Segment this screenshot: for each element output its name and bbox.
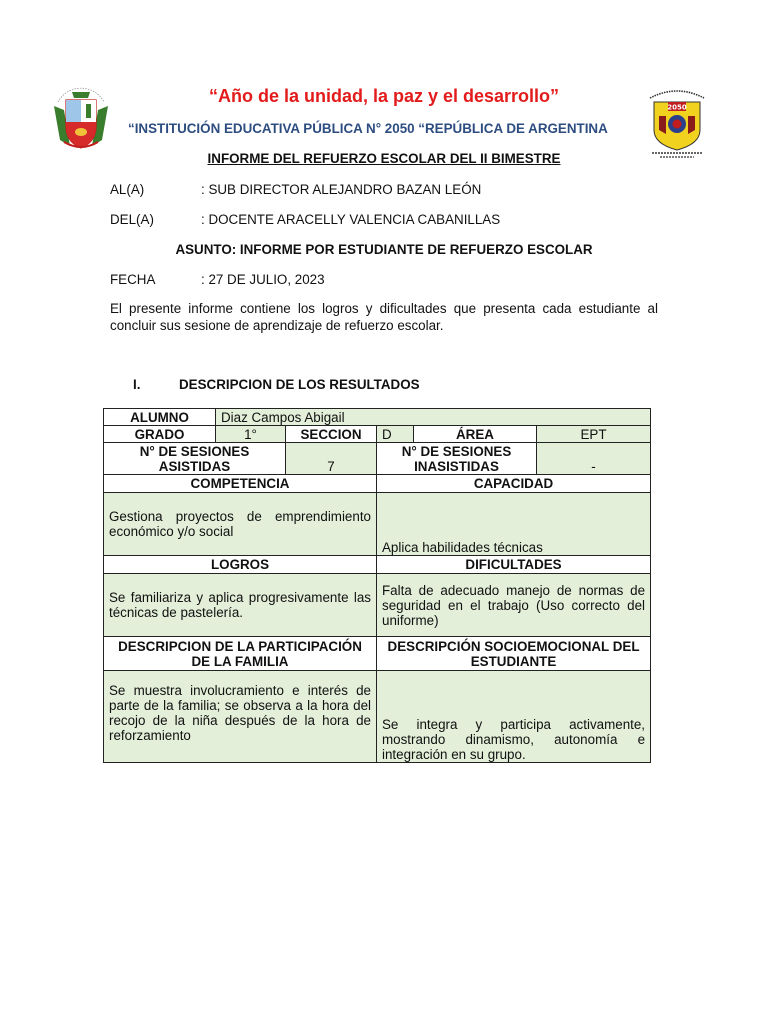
competencia-label: COMPETENCIA	[104, 475, 377, 493]
familia-label: DESCRIPCION DE LA PARTICIPACIÓN DE LA FAMILIA	[104, 637, 377, 671]
alumno-label: ALUMNO	[104, 409, 216, 426]
date-value: : 27 DE JULIO, 2023	[201, 272, 325, 287]
to-value: : SUB DIRECTOR ALEJANDRO BAZAN LEÓN	[201, 182, 482, 197]
intro-paragraph: El presente informe contiene los logros y dificultades que presenta cada estudiante al concluir sus sesione de aprendizaje de refuerzo escolar.	[110, 301, 658, 333]
inasistidas-label: N° DE SESIONES INASISTIDAS	[377, 443, 537, 475]
familia-value: Se muestra involucramiento e interés de parte de la familia; se observa a la hora del recojo de la niña después de la hora de reforzamiento	[104, 671, 377, 763]
section-title: DESCRIPCION DE LOS RESULTADOS	[179, 377, 420, 392]
seccion-value: D	[377, 426, 414, 443]
from-value: : DOCENTE ARACELLY VALENCIA CABANILLAS	[201, 212, 501, 227]
logros-label: LOGROS	[104, 556, 377, 574]
area-label: ÁREA	[414, 426, 537, 443]
capacidad-value: Aplica habilidades técnicas	[377, 493, 651, 556]
capacidad-label: CAPACIDAD	[377, 475, 651, 493]
socio-value: Se integra y participa activamente, mostrando dinamismo, autonomía e integración en su grupo.	[377, 671, 651, 763]
grado-label: GRADO	[104, 426, 216, 443]
date-label: FECHA	[110, 272, 156, 287]
socio-label: DESCRIPCIÓN SOCIOEMOCIONAL DEL ESTUDIANTE	[377, 637, 651, 671]
asistidas-value: 7	[286, 443, 377, 475]
svg-text:2050: 2050	[667, 103, 687, 112]
area-value: EPT	[537, 426, 651, 443]
inasistidas-value: -	[537, 443, 651, 475]
report-title: INFORME DEL REFUERZO ESCOLAR DEL II BIMESTRE	[207, 151, 561, 166]
from-label: DEL(A)	[110, 212, 154, 227]
year-motto: “Año de la unidad, la paz y el desarrollo”	[208, 86, 560, 106]
dificultades-value: Falta de adecuado manejo de normas de seguridad en el trabajo (Uso correcto del uniforme)	[377, 574, 651, 637]
seccion-label: SECCION	[286, 426, 377, 443]
asistidas-label: N° DE SESIONES ASISTIDAS	[104, 443, 286, 475]
dificultades-label: DIFICULTADES	[377, 556, 651, 574]
section-number: I.	[133, 377, 141, 392]
to-label: AL(A)	[110, 182, 145, 197]
alumno-value: Diaz Campos Abigail	[216, 409, 651, 426]
institution-name: “INSTITUCIÓN EDUCATIVA PÚBLICA N° 2050 “REPÚBLICA DE ARGENTINA	[128, 121, 608, 136]
subject-line: ASUNTO: INFORME POR ESTUDIANTE DE REFUERZO ESCOLAR	[175, 242, 593, 257]
grado-value: 1°	[216, 426, 286, 443]
results-table	[103, 408, 651, 763]
logros-value: Se familiariza y aplica progresivamente las técnicas de pastelería.	[104, 574, 377, 637]
competencia-value: Gestiona proyectos de emprendimiento económico y/o social	[104, 493, 377, 556]
